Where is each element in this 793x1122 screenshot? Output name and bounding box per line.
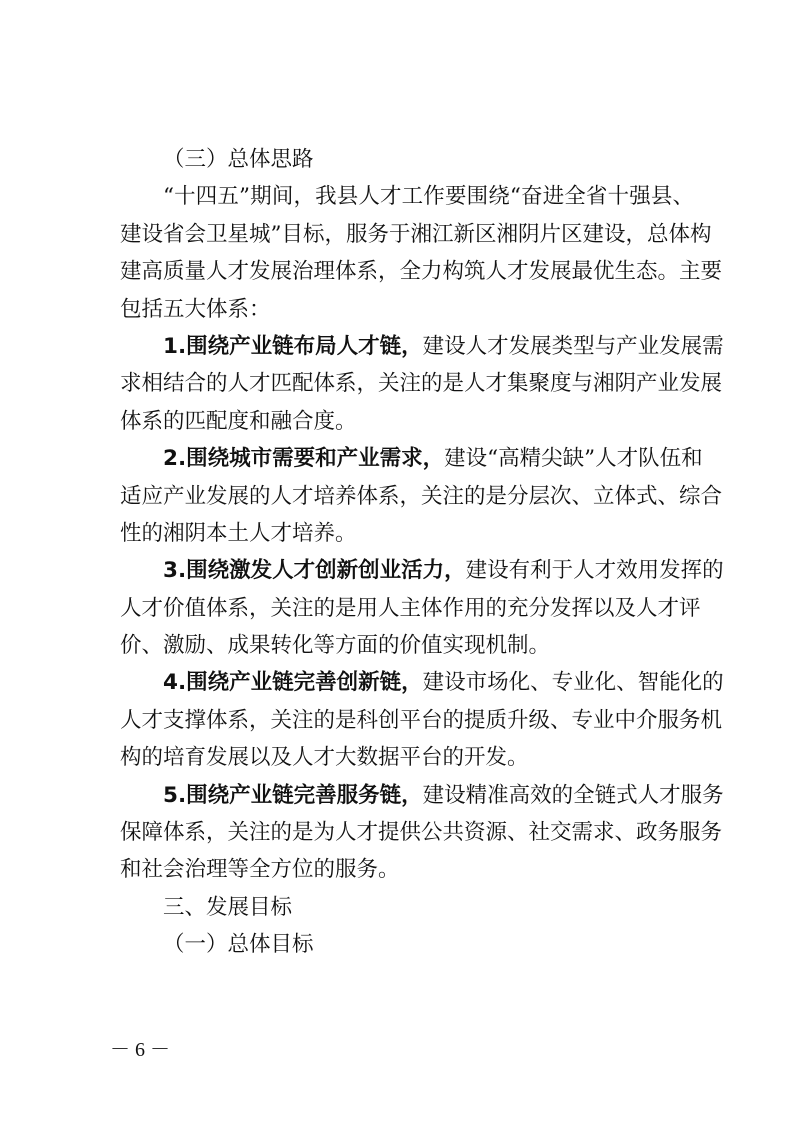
paragraph-line: 适应产业发展的人才培养体系，关注的是分层次、立体式、综合 <box>120 483 723 509</box>
system-item-4 <box>120 664 724 776</box>
paragraph-line: 建设省会卫星城”目标，服务于湘江新区湘阴片区建设，总体构 <box>120 221 712 247</box>
system-item-5 <box>120 777 724 889</box>
paragraph-line <box>120 328 724 365</box>
paragraph-line <box>120 440 703 477</box>
paragraph-line: 价、激励、成果转化等方面的价值实现机制。 <box>120 633 551 659</box>
system-item-1 <box>120 328 724 440</box>
system-text: 建设“高精尖缺”人才队伍和 <box>444 446 703 472</box>
paragraph-line: 建高质量人才发展治理体系，全力构筑人才发展最优生态。主要 <box>120 259 723 285</box>
system-item-3 <box>120 552 724 664</box>
system-lead: 5.围绕产业链完善服务链， <box>163 782 423 808</box>
subsection-heading-overall-goals: （一）总体目标 <box>163 932 314 958</box>
system-lead: 2.围绕城市需要和产业需求， <box>163 446 445 472</box>
system-item-2 <box>120 440 723 552</box>
paragraph-line: 体系的匹配度和融合度。 <box>120 408 357 434</box>
system-text: 建设有利于人才效用发挥的 <box>465 558 724 584</box>
paragraph-line: 人才支撑体系，关注的是科创平台的提质升级、专业中介服务机 <box>120 707 723 733</box>
system-text: 建设人才发展类型与产业发展需 <box>422 333 724 359</box>
paragraph-line <box>120 552 724 589</box>
system-lead: 4.围绕产业链完善创新链， <box>163 670 423 696</box>
system-text: 建设市场化、专业化、智能化的 <box>422 670 724 696</box>
paragraph-line: 性的湘阴本土人才培养。 <box>120 520 357 546</box>
paragraph-line: 保障体系，关注的是为人才提供公共资源、社交需求、政务服务 <box>120 820 723 846</box>
paragraph-line: 包括五大体系： <box>120 296 271 322</box>
system-lead: 3.围绕激发人才创新创业活力， <box>163 558 466 584</box>
section-heading-development-goals: 三、发展目标 <box>163 894 293 920</box>
document-body <box>120 141 724 964</box>
paragraph-line: 构的培育发展以及人才大数据平台的开发。 <box>120 745 529 771</box>
paragraph-line <box>120 664 724 701</box>
paragraph-line: 人才价值体系，关注的是用人主体作用的充分发挥以及人才评 <box>120 595 701 621</box>
paragraph-line: 和社会治理等全方位的服务。 <box>120 857 400 883</box>
paragraph-line: “十四五”期间，我县人才工作要围绕“奋进全省十强县、 <box>163 184 694 210</box>
section-heading-overall-approach: （三）总体思路 <box>163 147 314 172</box>
paragraph-line: 求相结合的人才匹配体系，关注的是人才集聚度与湘阴产业发展 <box>120 371 723 397</box>
page-number: － 6 － <box>110 1039 170 1061</box>
system-text: 建设精准高效的全链式人才服务 <box>422 782 724 808</box>
system-lead: 1.围绕产业链布局人才链， <box>163 333 423 359</box>
intro-paragraph <box>120 178 723 328</box>
paragraph-line <box>120 777 724 814</box>
